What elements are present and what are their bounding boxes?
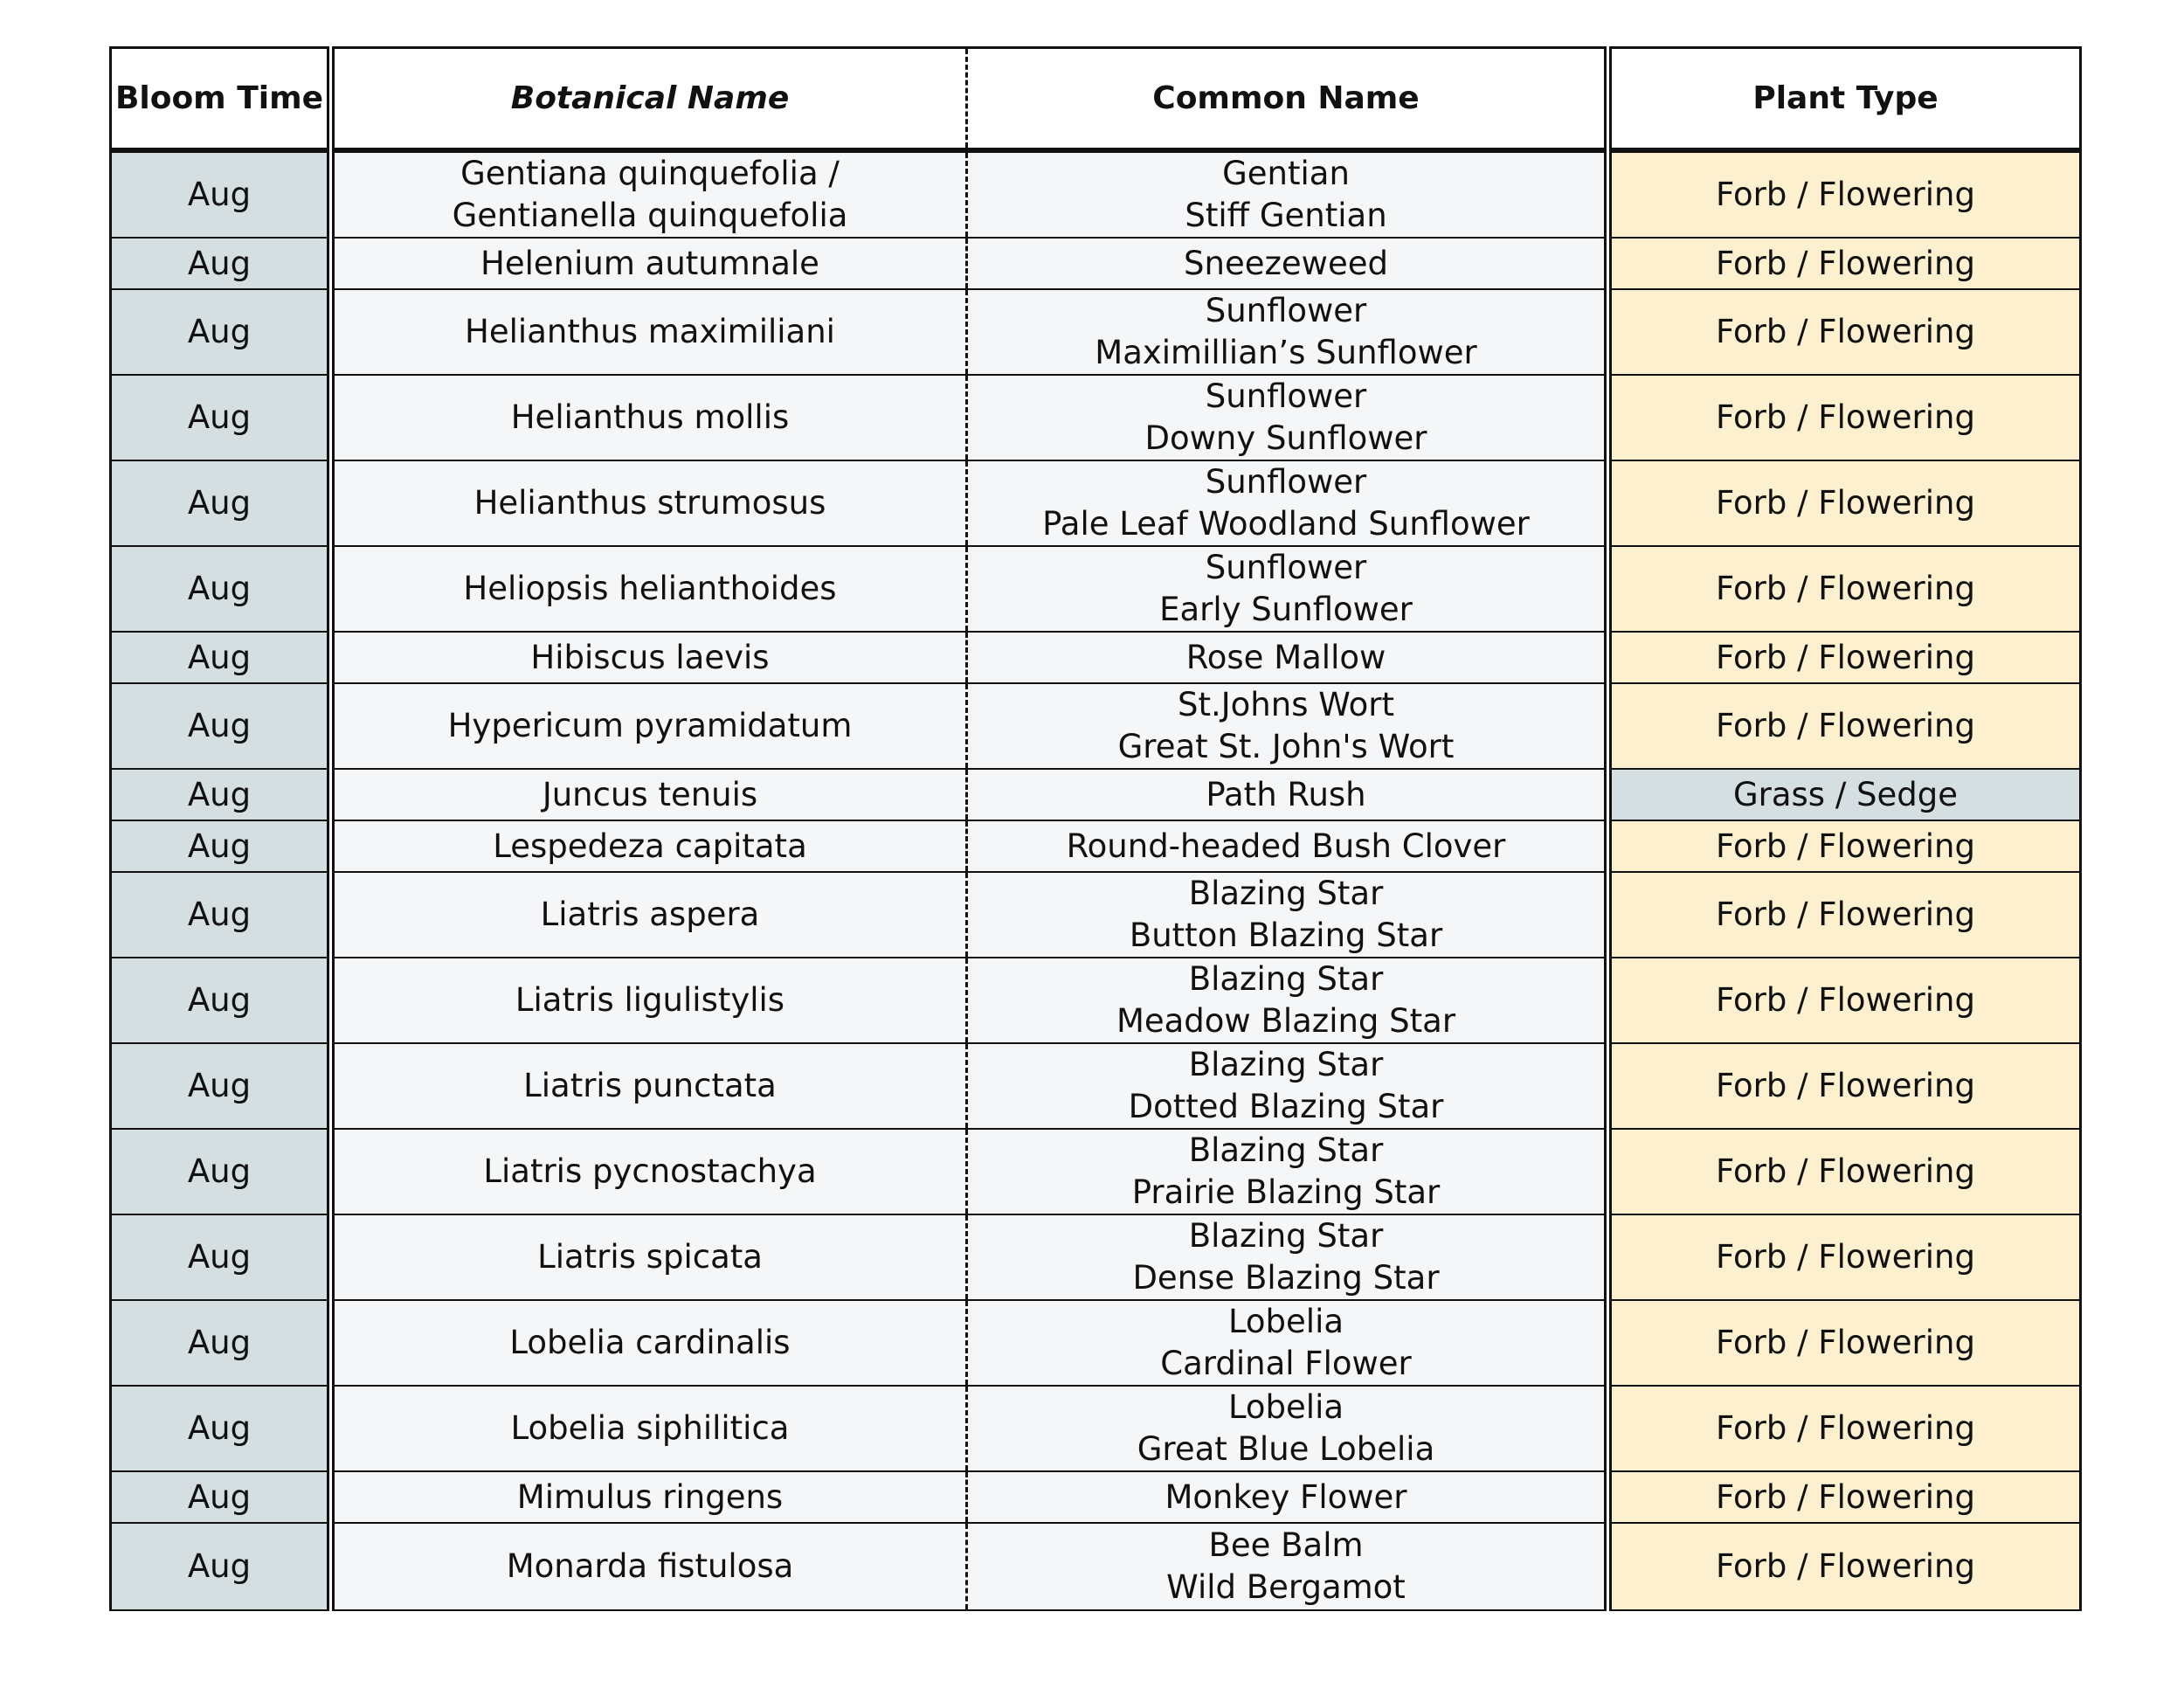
plant-type-cell: Forb / Flowering <box>1612 239 2079 288</box>
botanical-name-cell <box>335 1215 968 1299</box>
bloom-time-cell: Aug <box>112 1130 327 1214</box>
common-name-line: Rose Mallow <box>1185 638 1386 676</box>
common-name-line: Early Sunflower <box>1159 591 1413 628</box>
table-row <box>1612 1044 2079 1130</box>
table-row <box>335 770 1604 821</box>
botanical-name-cell <box>335 461 968 545</box>
common-name-line: Dense Blazing Star <box>1132 1259 1440 1297</box>
table-row <box>335 1524 1604 1609</box>
table-row <box>335 1130 1604 1215</box>
common-name-line: Maximillian’s Sunflower <box>1095 334 1477 371</box>
common-name-cell <box>968 1524 1604 1609</box>
table-row <box>112 684 327 770</box>
table-row <box>112 1524 327 1609</box>
common-name-cell <box>968 1044 1604 1128</box>
plant-type-body <box>1612 153 2079 1609</box>
botanical-name-cell <box>335 1130 968 1214</box>
botanical-name-line: Lobelia cardinalis <box>509 1324 791 1361</box>
common-name-line: Cardinal Flower <box>1160 1345 1412 1382</box>
bloom-time-cell: Aug <box>112 239 327 288</box>
table-row <box>1612 684 2079 770</box>
botanical-name-cell <box>335 376 968 460</box>
names-body <box>335 153 1604 1609</box>
table-row <box>112 633 327 684</box>
common-name-line: Blazing Star <box>1188 875 1384 912</box>
common-name-line: Meadow Blazing Star <box>1116 1002 1456 1040</box>
bloom-time-cell: Aug <box>112 770 327 820</box>
table-row <box>335 1215 1604 1301</box>
table-row <box>112 461 327 547</box>
common-name-cell <box>968 873 1604 957</box>
table-row <box>112 821 327 873</box>
table-row <box>112 547 327 633</box>
table-row <box>1612 1130 2079 1215</box>
plant-type-cell: Forb / Flowering <box>1612 376 2079 460</box>
common-name-cell <box>968 1130 1604 1214</box>
botanical-name-cell <box>335 958 968 1042</box>
botanical-name-line: Helianthus mollis <box>510 398 790 436</box>
common-name-line: St.Johns Wort <box>1177 686 1394 723</box>
botanical-name-line: Helianthus strumosus <box>473 484 826 522</box>
botanical-name-line: Liatris spicata <box>537 1238 763 1276</box>
table-row <box>112 770 327 821</box>
botanical-name-line: Gentiana quinquefolia / <box>460 155 840 192</box>
common-name-cell <box>968 770 1604 820</box>
common-name-cell <box>968 547 1604 631</box>
header-botanical-name: Botanical Name <box>335 49 968 148</box>
plant-type-cell: Forb / Flowering <box>1612 1044 2079 1128</box>
plant-type-cell: Forb / Flowering <box>1612 153 2079 237</box>
botanical-name-cell <box>335 1472 968 1522</box>
table-row <box>335 684 1604 770</box>
header-row <box>335 49 1604 153</box>
common-name-line: Sunflower <box>1205 292 1367 329</box>
table-row <box>1612 376 2079 461</box>
botanical-name-line: Heliopsis helianthoides <box>463 570 837 607</box>
common-name-cell <box>968 153 1604 237</box>
plant-type-cell: Forb / Flowering <box>1612 290 2079 374</box>
bloom-time-cell: Aug <box>112 547 327 631</box>
table-row <box>112 1130 327 1215</box>
bloom-time-cell: Aug <box>112 461 327 545</box>
common-name-cell <box>968 461 1604 545</box>
table-row <box>1612 461 2079 547</box>
common-name-cell <box>968 1301 1604 1385</box>
botanical-name-line: Helianthus maximiliani <box>465 313 835 350</box>
common-name-line: Dotted Blazing Star <box>1128 1088 1444 1125</box>
plant-type-cell: Forb / Flowering <box>1612 1215 2079 1299</box>
header-plant-type: Plant Type <box>1752 80 1939 116</box>
bloom-time-cell: Aug <box>112 1524 327 1609</box>
header-row <box>1612 49 2079 153</box>
common-name-line: Button Blazing Star <box>1129 917 1443 954</box>
table-row <box>1612 1301 2079 1387</box>
botanical-name-line: Liatris pycnostachya <box>483 1152 817 1190</box>
table-row <box>1612 547 2079 633</box>
botanical-name-line: Monarda fistulosa <box>506 1547 794 1585</box>
common-name-line: Blazing Star <box>1188 1131 1384 1169</box>
table-row <box>112 958 327 1044</box>
common-name-line: Stiff Gentian <box>1185 197 1387 234</box>
table-row <box>335 958 1604 1044</box>
common-name-line: Blazing Star <box>1188 1046 1384 1083</box>
botanical-name-cell <box>335 684 968 768</box>
plant-type-cell: Forb / Flowering <box>1612 958 2079 1042</box>
table-row <box>335 821 1604 873</box>
bloom-time-cell: Aug <box>112 633 327 682</box>
common-name-cell <box>968 684 1604 768</box>
table-row <box>335 290 1604 376</box>
table-row <box>112 1044 327 1130</box>
table-row <box>335 1472 1604 1524</box>
botanical-name-cell <box>335 239 968 288</box>
table-row <box>335 1044 1604 1130</box>
botanical-name-cell <box>335 633 968 682</box>
botanical-name-line: Helenium autumnale <box>480 244 819 282</box>
table-row <box>1612 958 2079 1044</box>
common-name-line: Downy Sunflower <box>1144 419 1427 457</box>
table-row <box>1612 1387 2079 1472</box>
table-row <box>335 376 1604 461</box>
table-row <box>112 153 327 239</box>
botanical-name-line: Hibiscus laevis <box>530 638 770 676</box>
plant-type-cell: Forb / Flowering <box>1612 461 2079 545</box>
common-name-line: Bee Balm <box>1208 1526 1364 1564</box>
table-row <box>1612 1524 2079 1609</box>
botanical-name-cell <box>335 547 968 631</box>
names-column <box>332 46 1607 1611</box>
botanical-name-cell <box>335 873 968 957</box>
common-name-line: Blazing Star <box>1188 1217 1384 1255</box>
bloom-time-cell: Aug <box>112 153 327 237</box>
plant-type-cell: Grass / Sedge <box>1612 770 2079 820</box>
botanical-name-cell <box>335 1301 968 1385</box>
bloom-time-cell: Aug <box>112 1215 327 1299</box>
common-name-line: Prairie Blazing Star <box>1131 1173 1441 1211</box>
bloom-time-body <box>112 153 327 1609</box>
plant-type-cell: Forb / Flowering <box>1612 633 2079 682</box>
table-row <box>1612 633 2079 684</box>
plant-type-column <box>1609 46 2082 1611</box>
table-row <box>1612 153 2079 239</box>
table-row <box>335 633 1604 684</box>
common-name-cell <box>968 376 1604 460</box>
common-name-line: Blazing Star <box>1188 960 1384 998</box>
botanical-name-line: Hypericum pyramidatum <box>447 707 853 744</box>
table-row <box>1612 821 2079 873</box>
common-name-line: Round-headed Bush Clover <box>1066 827 1506 865</box>
plant-type-cell: Forb / Flowering <box>1612 1524 2079 1609</box>
common-name-cell <box>968 1387 1604 1470</box>
plant-type-cell: Forb / Flowering <box>1612 1130 2079 1214</box>
table-row <box>335 153 1604 239</box>
common-name-cell <box>968 958 1604 1042</box>
botanical-name-cell <box>335 1387 968 1470</box>
common-name-line: Lobelia <box>1227 1388 1344 1426</box>
common-name-line: Sunflower <box>1205 549 1367 586</box>
table-row <box>112 1472 327 1524</box>
botanical-name-line: Mimulus ringens <box>516 1477 784 1516</box>
table-row <box>112 1215 327 1301</box>
common-name-line: Great St. John's Wort <box>1117 728 1455 765</box>
common-name-cell <box>968 239 1604 288</box>
table-row <box>112 1387 327 1472</box>
bloom-time-cell: Aug <box>112 958 327 1042</box>
common-name-line: Gentian <box>1222 155 1350 192</box>
plant-type-cell: Forb / Flowering <box>1612 547 2079 631</box>
botanical-name-line: Lespedeza capitata <box>493 827 807 865</box>
plant-type-cell: Forb / Flowering <box>1612 873 2079 957</box>
bloom-time-cell: Aug <box>112 873 327 957</box>
header-common-name: Common Name <box>1152 80 1420 116</box>
common-name-cell <box>968 290 1604 374</box>
plant-type-cell: Forb / Flowering <box>1612 1301 2079 1385</box>
bloom-time-cell: Aug <box>112 1301 327 1385</box>
common-name-cell <box>968 633 1604 682</box>
table-row <box>112 290 327 376</box>
table-row <box>112 376 327 461</box>
botanical-name-cell <box>335 821 968 871</box>
botanical-name-line: Liatris ligulistylis <box>515 981 785 1019</box>
table-row <box>335 239 1604 290</box>
header-bloom-time: Bloom Time <box>114 80 324 116</box>
common-name-cell <box>968 821 1604 871</box>
bloom-time-cell: Aug <box>112 290 327 374</box>
table-row <box>1612 770 2079 821</box>
table-row <box>335 461 1604 547</box>
common-name-line: Path Rush <box>1206 775 1366 813</box>
plant-type-cell: Forb / Flowering <box>1612 1472 2079 1522</box>
table-row <box>112 1301 327 1387</box>
botanical-name-line: Juncus tenuis <box>542 775 758 813</box>
table-row <box>1612 290 2079 376</box>
table-row <box>112 873 327 958</box>
plant-type-cell: Forb / Flowering <box>1612 821 2079 871</box>
common-name-line: Pale Leaf Woodland Sunflower <box>1042 505 1530 543</box>
botanical-name-line: Liatris aspera <box>540 896 760 933</box>
botanical-name-cell <box>335 1524 968 1609</box>
botanical-name-cell <box>335 153 968 237</box>
table-row <box>335 1387 1604 1472</box>
bloom-time-cell: Aug <box>112 1387 327 1470</box>
table-row <box>1612 1215 2079 1301</box>
table-row <box>112 239 327 290</box>
bloom-time-column <box>109 46 329 1611</box>
bloom-time-cell: Aug <box>112 1472 327 1522</box>
botanical-name-line: Gentianella quinquefolia <box>452 197 848 234</box>
common-name-line: Great Blue Lobelia <box>1137 1430 1435 1468</box>
botanical-name-line: Liatris punctata <box>523 1067 777 1104</box>
plant-type-cell: Forb / Flowering <box>1612 1387 2079 1470</box>
common-name-cell <box>968 1472 1604 1522</box>
table-row <box>1612 1472 2079 1524</box>
plant-type-cell: Forb / Flowering <box>1612 684 2079 768</box>
common-name-line: Lobelia <box>1227 1303 1344 1340</box>
bloom-time-cell: Aug <box>112 821 327 871</box>
botanical-name-cell <box>335 1044 968 1128</box>
botanical-name-cell <box>335 770 968 820</box>
common-name-line: Sneezeweed <box>1184 244 1388 282</box>
bloom-time-cell: Aug <box>112 684 327 768</box>
table-row <box>1612 873 2079 958</box>
common-name-line: Wild Bergamot <box>1166 1568 1406 1606</box>
common-name-line: Sunflower <box>1205 377 1367 415</box>
table-row <box>1612 239 2079 290</box>
common-name-line: Monkey Flower <box>1165 1477 1407 1516</box>
header-row <box>112 49 327 153</box>
botanical-name-cell <box>335 290 968 374</box>
table-row <box>335 873 1604 958</box>
common-name-cell <box>968 1215 1604 1299</box>
botanical-name-line: Lobelia siphilitica <box>510 1409 790 1447</box>
table-row <box>335 547 1604 633</box>
common-name-line: Sunflower <box>1205 463 1367 501</box>
table-row <box>335 1301 1604 1387</box>
bloom-time-cell: Aug <box>112 1044 327 1128</box>
bloom-time-cell: Aug <box>112 376 327 460</box>
